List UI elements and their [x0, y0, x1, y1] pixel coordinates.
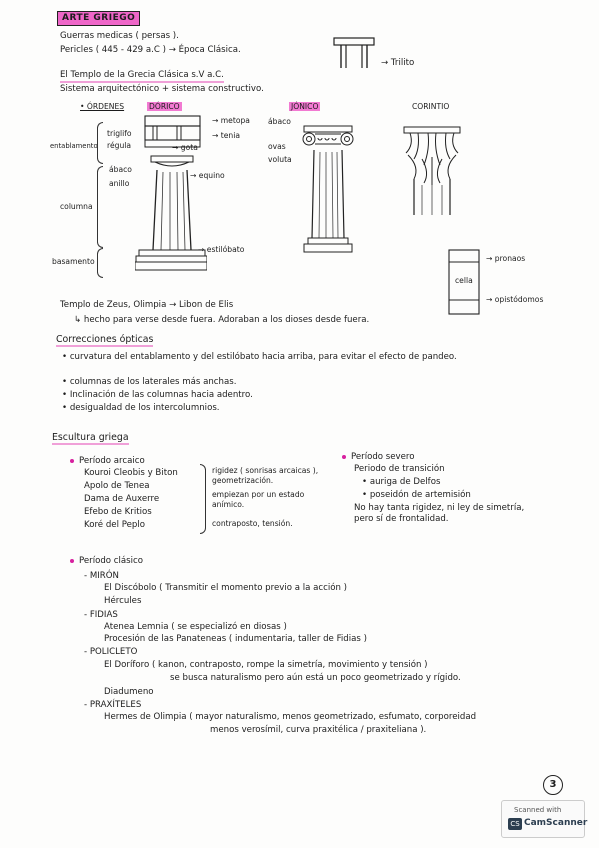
- label-ionic-abaco: ábaco: [268, 117, 291, 126]
- bullet-dot: [342, 455, 346, 459]
- intro-line-1: Guerras medicas ( persas ).: [60, 31, 179, 41]
- sculpture-heading: Escultura griega: [52, 432, 129, 443]
- classic-section-name: - PRAXÍTELES: [84, 700, 142, 710]
- archaic-work: Koré del Peplo: [84, 520, 145, 530]
- classic-line: se busca naturalismo pero aún está un poco geometrizado y rígido.: [170, 673, 461, 683]
- archaic-work: Apolo de Tenea: [84, 481, 150, 491]
- corinthian-column-sketch: [400, 125, 464, 217]
- severe-item: • poseidón de artemisión: [362, 490, 471, 500]
- severe-item: • auriga de Delfos: [362, 477, 441, 487]
- archaic-work: Kouroi Cleobis y Biton: [84, 468, 178, 478]
- archaic-bracket: [200, 464, 206, 534]
- archaic-trait: rigidez ( sonrisas arcaicas ), geometrización.: [212, 466, 319, 485]
- bullet-dot: [70, 559, 74, 563]
- bracket-columna: [97, 166, 103, 248]
- label-opistodomos: → opistódomos: [486, 295, 544, 304]
- archaic-work: Dama de Auxerre: [84, 494, 160, 504]
- order-doric-name: DÓRICO: [149, 102, 180, 111]
- severe-title-row: [342, 452, 415, 463]
- archaic-work: Efebo de Kritios: [84, 507, 152, 517]
- order-corinthian: CORINTIO: [412, 102, 450, 111]
- classic-line: El Doríforo ( kanon, contraposto, rompe la simetría, movimiento y tensión ): [104, 660, 428, 670]
- zeus-note: ↳ hecho para verse desde fuera. Adoraban a los dioses desde fuera.: [74, 315, 370, 325]
- scanner-brand: CamScanner: [524, 818, 588, 828]
- trilito-sketch: [332, 36, 380, 70]
- label-pronaos: → pronaos: [486, 254, 526, 263]
- classic-title-row: [70, 556, 143, 567]
- severe-item-text: poseidón de artemisión: [369, 490, 471, 500]
- label-triglifo: triglifo: [107, 129, 132, 138]
- order-doric: [147, 101, 182, 112]
- classic-line: Diadumeno: [104, 687, 154, 697]
- scanner-badge: [501, 800, 588, 838]
- classic-title: Período clásico: [79, 556, 144, 566]
- page-number: 3: [543, 775, 563, 795]
- bracket-basamento: [97, 248, 103, 278]
- archaic-trait: contraposto, tensión.: [212, 519, 293, 528]
- label-anillo: anillo: [109, 179, 130, 188]
- orders-label: • ÓRDENES: [80, 102, 125, 111]
- zeus-line: Templo de Zeus, Olimpia → Libon de Elis: [60, 300, 234, 310]
- classic-section-name: - POLICLETO: [84, 647, 138, 657]
- label-columna: columna: [60, 202, 93, 211]
- label-metopa: → metopa: [212, 116, 250, 125]
- label-regula: régula: [107, 141, 132, 150]
- severe-note: No hay tanta rigidez, ni ley de simetría, pero sí de frontalidad.: [354, 503, 525, 524]
- archaic-title: Período arcaico: [79, 456, 145, 466]
- correction-text: desigualdad de los intercolumnios.: [69, 403, 220, 413]
- correction-text: columnas de los laterales más anchas.: [69, 377, 237, 387]
- correction-text: Inclinación de las columnas hacia adentro.: [69, 390, 253, 400]
- classic-line: Procesión de las Panateneas ( indumentaria, taller de Fidias ): [104, 634, 367, 644]
- archaic-title-row: [70, 456, 145, 467]
- correction-item: • curvatura del entablamento y del estilóbato hacia arriba, para evitar el efecto de pandeo.: [62, 352, 457, 362]
- label-voluta: voluta: [268, 155, 292, 164]
- severe-item-text: auriga de Delfos: [369, 477, 441, 487]
- camscanner-icon: CS: [508, 818, 522, 830]
- system-line: Sistema arquitectónico + sistema constructivo.: [60, 84, 264, 94]
- label-cella: cella: [455, 276, 473, 285]
- bracket-entablamento: [97, 122, 103, 164]
- correction-item: • columnas de los laterales más anchas.: [62, 377, 237, 387]
- label-estilobato: → estilóbato: [198, 245, 245, 254]
- label-ovas: ovas: [268, 142, 286, 151]
- label-gota: → gota: [172, 143, 198, 152]
- trilito-label: → Trilito: [381, 58, 415, 68]
- label-basamento: basamento: [52, 257, 95, 266]
- severe-title: Período severo: [351, 452, 415, 462]
- classic-line: Hermes de Olimpia ( mayor naturalismo, menos geometrizado, esfumato, corporeidad: [104, 712, 477, 722]
- order-ionic: [289, 101, 320, 112]
- scanner-top-text: Scanned with: [514, 806, 562, 814]
- label-equino: → equino: [190, 171, 225, 180]
- classic-line: El Discóbolo ( Transmitir el momento previo a la acción ): [104, 583, 348, 593]
- bullet-dot: [70, 459, 74, 463]
- classic-line: menos verosímil, curva praxitélica / praxiteliana ).: [210, 725, 427, 735]
- severe-subtitle: Periodo de transición: [354, 464, 445, 474]
- intro-line-2: Pericles ( 445 - 429 a.C ) → Época Clásica.: [60, 45, 241, 55]
- corrections-heading: Correcciones ópticas: [56, 334, 154, 345]
- doric-column-sketch: [135, 112, 207, 277]
- classic-section-name: - MIRÓN: [84, 571, 119, 581]
- order-ionic-name: JÓNICO: [291, 102, 319, 111]
- ionic-column-sketch: [298, 124, 358, 264]
- label-entablamento: entablamento: [50, 142, 98, 150]
- label-abaco: ábaco: [109, 165, 132, 174]
- classic-line: Atenea Lemnia ( se especializó en diosas ): [104, 622, 287, 632]
- archaic-trait: empiezan por un estado anímico.: [212, 490, 305, 509]
- temple-heading: El Templo de la Grecia Clásica s.V a.C.: [60, 70, 224, 83]
- classic-section-name: - FIDIAS: [84, 610, 118, 620]
- classic-line: Hércules: [104, 596, 142, 606]
- correction-item: • desigualdad de los intercolumnios.: [62, 403, 220, 413]
- section-title: ARTE GRIEGO: [57, 11, 140, 26]
- correction-item: • Inclinación de las columnas hacia adentro.: [62, 390, 253, 400]
- correction-text: curvatura del entablamento y del estilóbato hacia arriba, para evitar el efecto de pandeo.: [69, 352, 457, 362]
- label-tenia: → tenia: [212, 131, 241, 140]
